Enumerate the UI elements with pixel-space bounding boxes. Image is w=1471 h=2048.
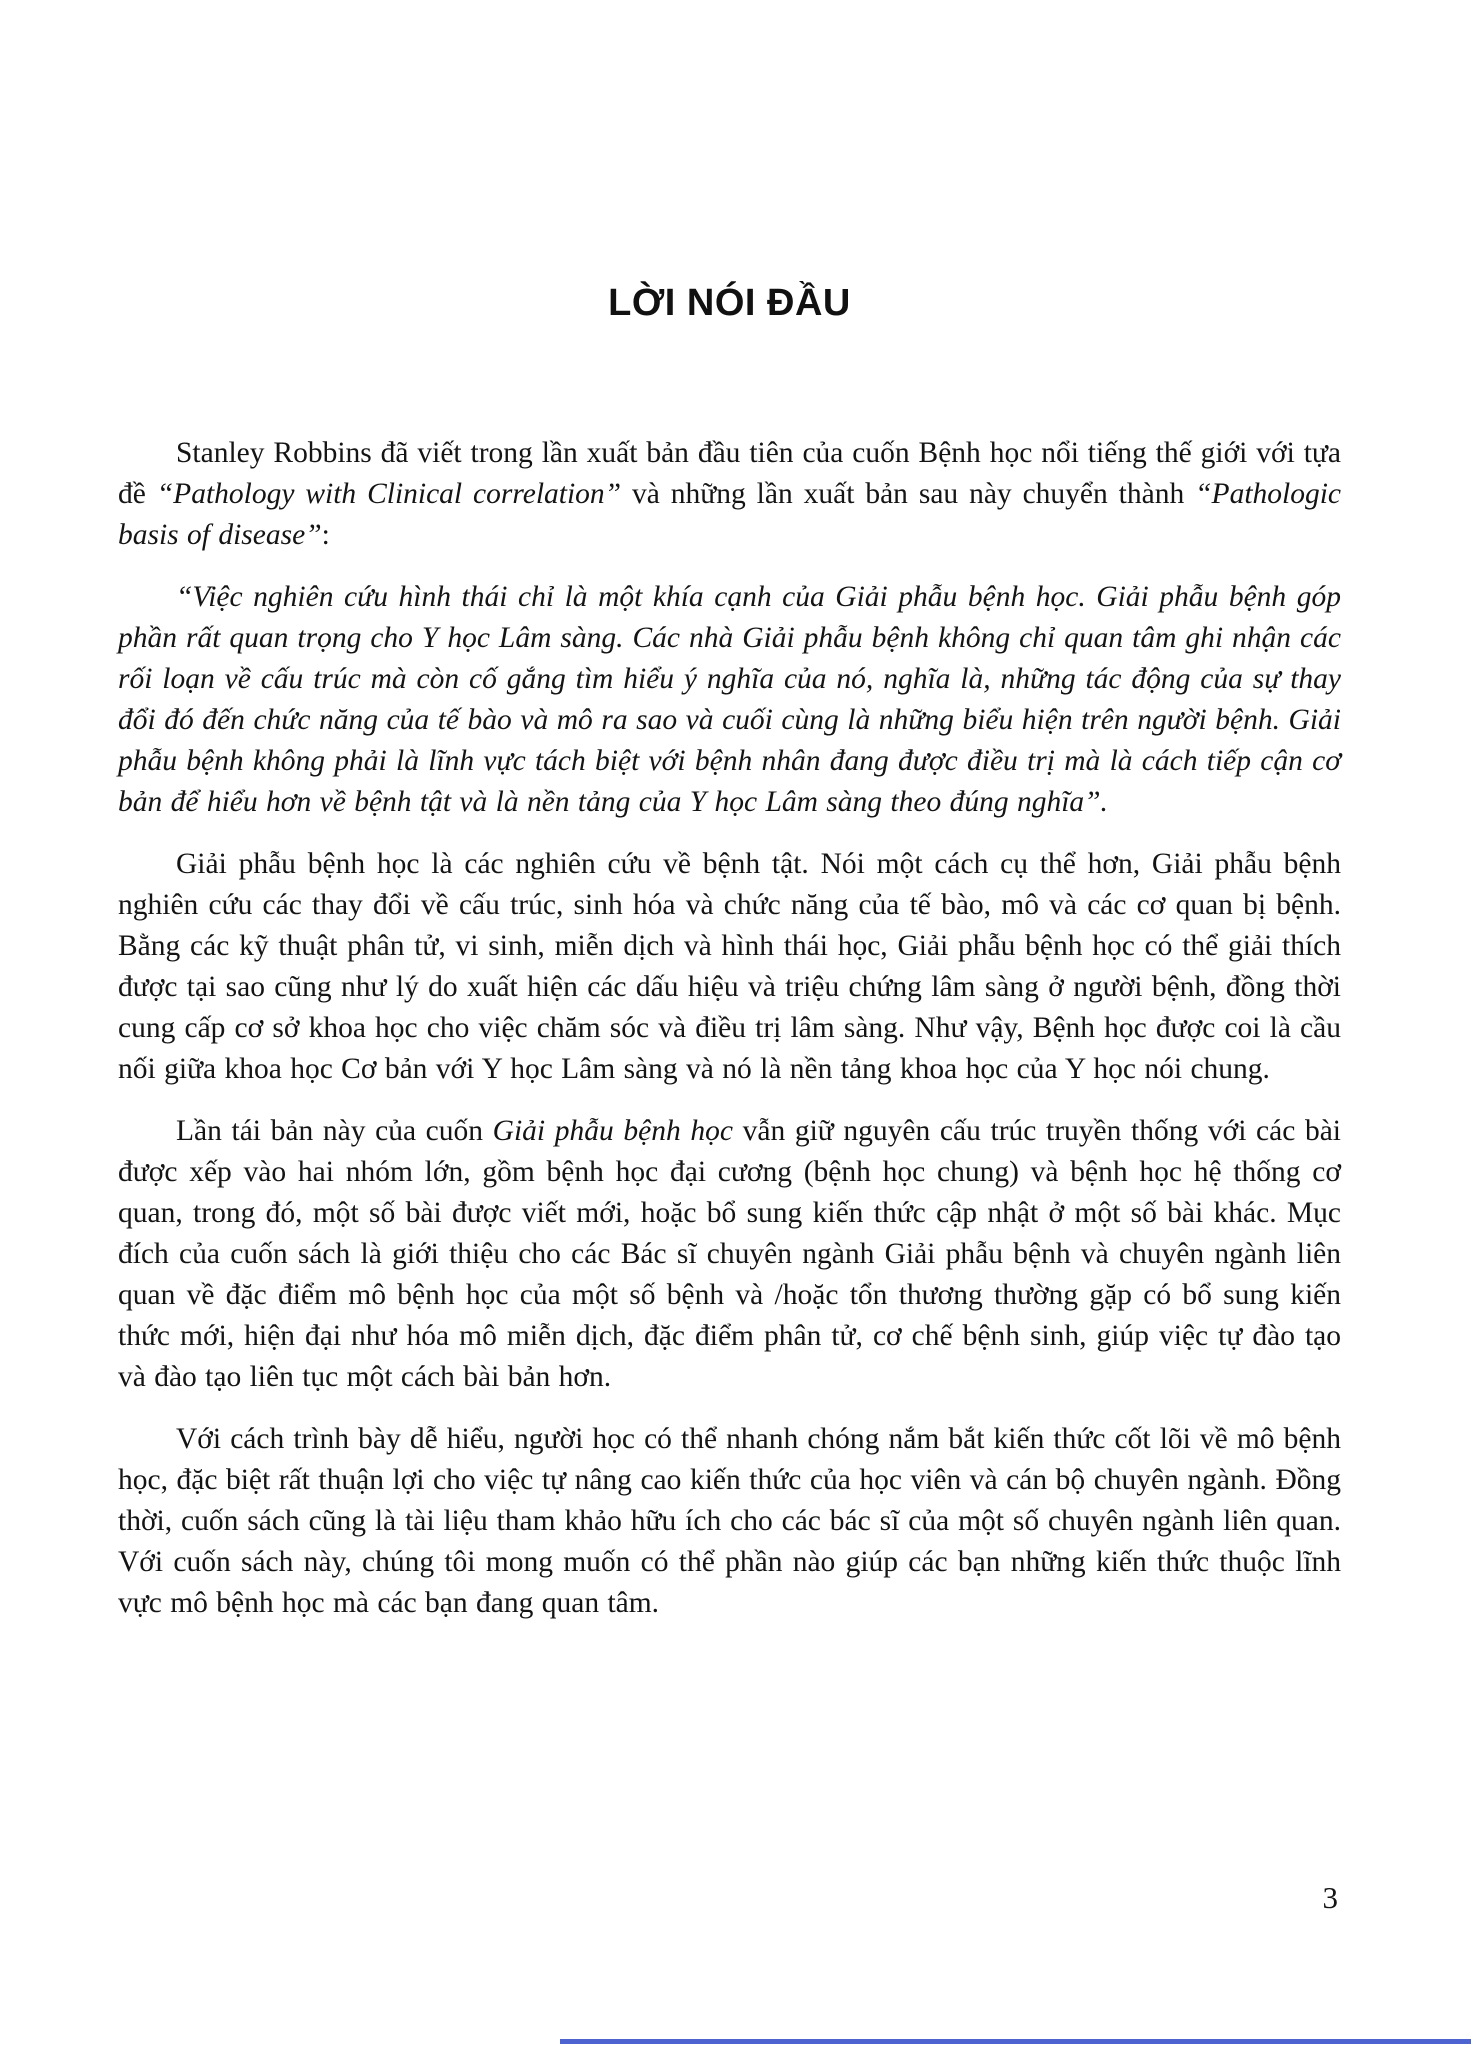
italic-text-segment: “Pathologic basis of disease” [118,478,1341,551]
paragraph [118,844,1341,1090]
body-paragraphs [118,433,1341,1624]
text-segment: Với cách trình bày dễ hiểu, người học có thể nhanh chóng nắm bắt kiến thức cốt lõi về mô bệnh học, đặc biệt rất thuận lợi cho việc tự nâng cao kiến thức của học viên và cán bộ chuyên ngành. Đồng thời, cuốn sách cũng là tài liệu tham khảo hữu ích cho các bác sĩ của một số chuyên ngành liên quan. Với cuốn sách này, chúng tôi mong muốn có thể phần nào giúp các bạn những kiến thức thuộc lĩnh vực mô bệnh học mà các bạn đang quan tâm. [118,1423,1341,1619]
page-number: 3 [1322,1880,1338,1915]
paragraph [118,577,1341,823]
page-title: LỜI NÓI ĐẦU [608,282,851,324]
paragraph [118,1419,1341,1624]
paragraph [118,1111,1341,1398]
page-content [118,0,1341,1645]
text-segment: Stanley Robbins đã viết trong lần xuất bản đầu tiên của cuốn Bệnh học nổi tiếng thế giới với tựa đề [118,437,1341,510]
text-segment: : [321,519,330,551]
italic-text-segment: “Pathology with Clinical correlation” [156,478,622,510]
italic-text-segment: Giải phẫu bệnh học [492,1115,733,1147]
text-segment: Lần tái bản này của cuốn [176,1115,493,1147]
text-segment: vẫn giữ nguyên cấu trúc truyền thống với các bài được xếp vào hai nhóm lớn, gồm bệnh học đại cương (bệnh học chung) và bệnh học hệ thống cơ quan, trong đó, một số bài được viết mới, hoặc bổ sung kiến thức cập nhật ở một số bài khác. Mục đích của cuốn sách là giới thiệu cho các Bác sĩ chuyên ngành Giải phẫu bệnh và chuyên ngành liên quan về đặc điểm mô bệnh học của một số bệnh và /hoặc tổn thương thường gặp có bổ sung kiến thức mới, hiện đại như hóa mô miễn dịch, đặc điểm phân tử, cơ chế bệnh sinh, giúp việc tự đào tạo và đào tạo liên tục một cách bài bản hơn. [118,1115,1341,1393]
paragraph [118,433,1341,556]
scan-edge-line [560,2039,1471,2044]
text-segment: và những lần xuất bản sau này chuyển thành [621,478,1196,510]
text-segment: Giải phẫu bệnh học là các nghiên cứu về bệnh tật. Nói một cách cụ thể hơn, Giải phẫu bệnh nghiên cứu các thay đổi về cấu trúc, sinh hóa và chức năng của tế bào, mô và các cơ quan bị bệnh. Bằng các kỹ thuật phân tử, vi sinh, miễn dịch và hình thái học, Giải phẫu bệnh học có thể giải thích được tại sao cũng như lý do xuất hiện các dấu hiệu và triệu chứng lâm sàng ở người bệnh, đồng thời cung cấp cơ sở khoa học cho việc chăm sóc và điều trị lâm sàng. Như vậy, Bệnh học được coi là cầu nối giữa khoa học Cơ bản với Y học Lâm sàng và nó là nền tảng khoa học của Y học nói chung. [118,848,1341,1085]
italic-text-segment: “Việc nghiên cứu hình thái chỉ là một khía cạnh của Giải phẫu bệnh học. Giải phẫu bệnh góp phần rất quan trọng cho Y học Lâm sàng. Các nhà Giải phẫu bệnh không chỉ quan tâm ghi nhận các rối loạn về cấu trúc mà còn cố gắng tìm hiểu ý nghĩa của nó, nghĩa là, những tác động của sự thay đổi đó đến chức năng của tế bào và mô ra sao và cuối cùng là những biểu hiện trên người bệnh. Giải phẫu bệnh không phải là lĩnh vực tách biệt với bệnh nhân đang được điều trị mà là cách tiếp cận cơ bản để hiểu hơn về bệnh tật và là nền tảng của Y học Lâm sàng theo đúng nghĩa”. [118,581,1341,818]
